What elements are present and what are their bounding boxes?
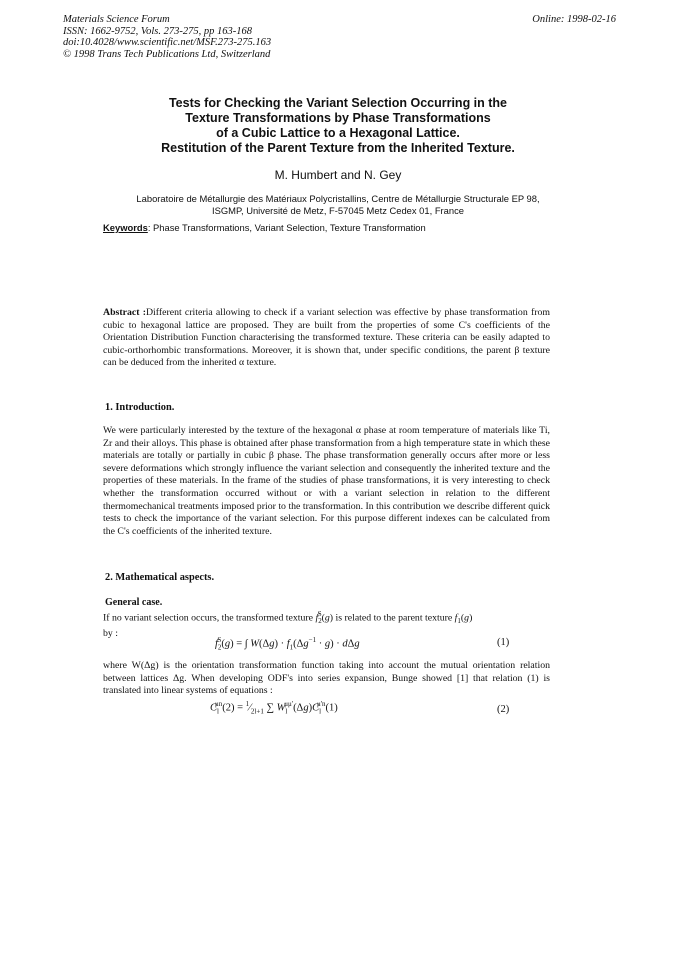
equation-1-number: (1) — [497, 637, 510, 648]
title-line: of a Cubic Lattice to a Hexagonal Lattice. — [216, 126, 460, 140]
affiliation-line: Laboratoire de Métallurgie des Matériaux Polycristallins, Centre de Métallurgie Structurale EP 98, — [136, 193, 540, 204]
issn-line: ISSN: 1662-9752, Vols. 273-275, pp 163-168 — [63, 25, 252, 37]
text-fragment: by : — [103, 627, 118, 639]
equation-1: $f_2^S(g)$ = ∫ $W(\Delta g) \cdot f_1(\Delta g^{-1} \cdot g) \cdot d\Delta g$ — [215, 636, 360, 652]
text-fragment: is related to the parent texture — [335, 612, 453, 624]
equation-2-number: (2) — [497, 704, 510, 715]
equation-2: $C_l^{\mu n}(2)$ = $^1⁄_{2l+1}$ ∑ $W_l^{\mu\mu'}(\Delta g)C_l^{\mu'n}(1)$ — [210, 700, 338, 716]
title-line: Texture Transformations by Phase Transformations — [185, 111, 491, 125]
title-line: Tests for Checking the Variant Selection Occurring in the — [168, 96, 508, 110]
section-heading-introduction: 1. Introduction. — [105, 402, 175, 413]
abstract-label: Abstract : — [103, 307, 146, 318]
section-heading-math: 2. Mathematical aspects. — [105, 572, 215, 583]
abstract-text: Different criteria allowing to check if a variant selection was effective by phase transformation from cubic to hexagonal lattice are proposed. They are built from the properties of some C's coefficients of the Orientation Distribution Function characterising the transformed texture. These criteria can be easily adapted to cubic-orthorhombic transformations. Moreover, it is shown that, under specific conditions, the parent β texture can be deduced from the inherited α texture. — [103, 307, 550, 369]
online-date: Online: 1998-02-16 — [532, 14, 616, 25]
authors: M. Humbert and N. Gey — [274, 168, 402, 182]
title-line: Restitution of the Parent Texture from the Inherited Texture. — [161, 141, 515, 155]
general-case-text: If no variant selection occurs, the transformed texture $f_2^S(g)$ is related to the parent texture $f_1(g)$ by : — [103, 610, 473, 639]
affiliation — [100, 193, 576, 217]
text-fragment: If no variant selection occurs, the transformed texture — [103, 612, 314, 624]
keywords — [103, 222, 583, 233]
affiliation-line: ISGMP, Université de Metz, F-57045 Metz Cedex 01, France — [211, 205, 464, 216]
bunge-text: where W(Δg) is the orientation transformation function taking into account the mutual orientation relation between lattices Δg. When developing ODF's into series expansion, Bunge showed [1] that relation (1) is translated into linear systems of equations : — [103, 660, 550, 697]
keywords-text: : Phase Transformations, Variant Selection, Texture Transformation — [147, 222, 426, 233]
subsection-general-case: General case. — [105, 597, 163, 608]
introduction-text: We were particularly interested by the texture of the hexagonal α phase at room temperature of materials like Ti, Zr and their alloys. This phase is obtained after phase transformation from a high temperature state in which these materials are totally or partially in cubic β phase. The phase transformation generally occurs after more or less severe deformations which strongly influence the variant selection and consequently the inherited texture and the properties of these materials. In the frame of the studies of phase transformations, it is very interesting to check whether the transformation occurred without or with a variant selection in relation to the different thermomechanical treatments imposed prior to the transformation. In this contribution we describe different quick tests to check the importance of the variant selection. For this purpose different indexes can be calculated from the C's coefficients of the inherited texture. — [103, 425, 550, 537]
paper-title — [100, 96, 576, 156]
keywords-label: Keywords — [103, 222, 148, 233]
doi-line: doi:10.4028/www.scientific.net/MSF.273-275.163 — [63, 37, 272, 48]
page-header — [63, 14, 616, 60]
abstract — [103, 307, 550, 370]
copyright-line: © 1998 Trans Tech Publications Ltd, Switzerland — [63, 48, 271, 60]
journal-name: Materials Science Forum — [63, 14, 170, 25]
